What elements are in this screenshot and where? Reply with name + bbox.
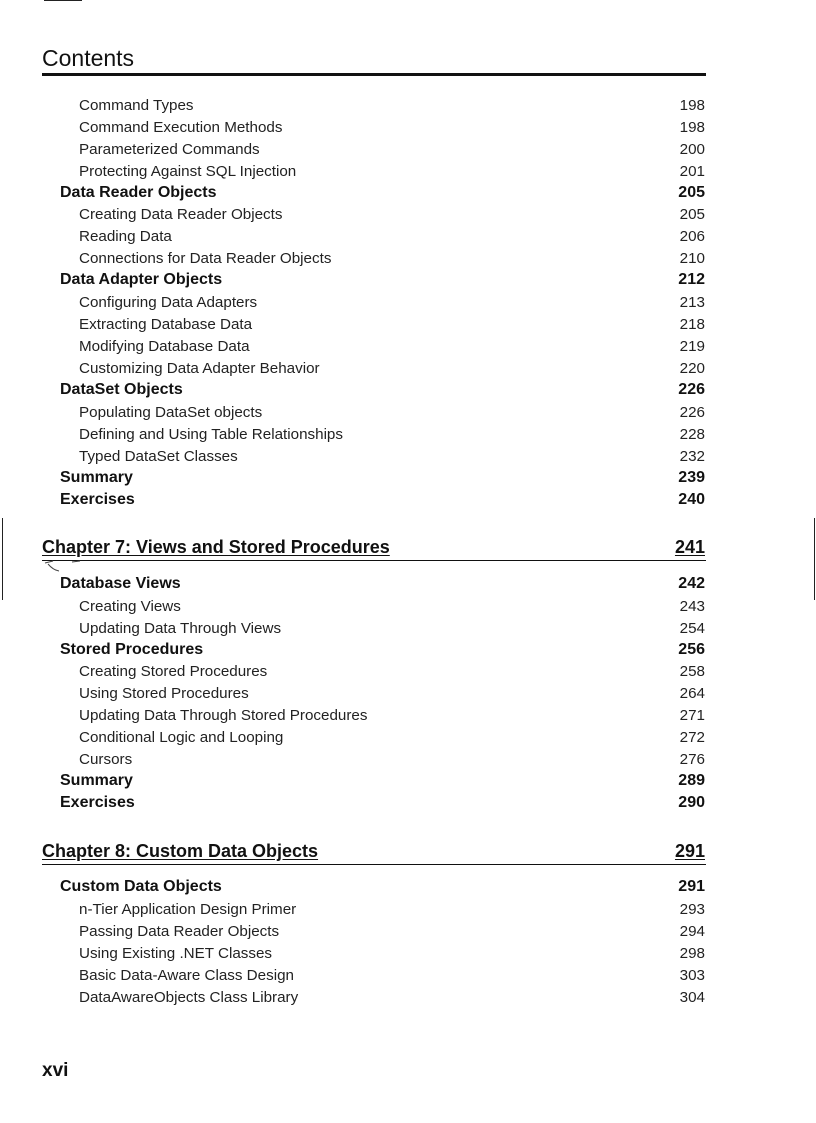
toc-subsection-entry [0, 97, 816, 119]
toc-section-entry [0, 641, 816, 663]
chapter-rule [42, 560, 706, 561]
toc-section-entry [0, 381, 816, 403]
toc-entry-page-number: 289 [678, 772, 705, 789]
toc-entry-title: Database Views [60, 575, 181, 592]
scan-margin-mark [44, 0, 82, 1]
toc-entry-page-number: 220 [679, 360, 705, 377]
toc-section-entry [0, 469, 816, 491]
toc-entry-title: Data Reader Objects [60, 184, 217, 201]
toc-entry-page-number: 218 [679, 316, 705, 333]
toc-entry-page-number: 304 [679, 989, 705, 1006]
toc-subsection-entry [0, 163, 816, 185]
page-title: Contents [42, 45, 135, 71]
toc-entry-title: Exercises [60, 794, 135, 811]
toc-entry-page-number: 272 [679, 729, 705, 746]
toc-subsection-entry [0, 685, 816, 707]
toc-entry-page-number: 201 [679, 163, 705, 180]
toc-entry-title: Chapter 7: Views and Stored Procedures [42, 537, 390, 557]
toc-entry-page-number: 200 [679, 141, 705, 158]
toc-entry-title: Creating Stored Procedures [79, 663, 268, 680]
toc-entry-page-number: 205 [678, 184, 705, 201]
toc-entry-page-number: 226 [678, 381, 705, 398]
toc-subsection-entry [0, 316, 816, 338]
toc-entry-title: Passing Data Reader Objects [79, 923, 280, 940]
toc-section-entry [0, 491, 816, 513]
toc-entry-page-number: 291 [678, 878, 705, 895]
toc-entry-title: Parameterized Commands [79, 141, 260, 158]
toc-entry-title: DataAwareObjects Class Library [79, 989, 299, 1006]
title-rule [42, 73, 706, 76]
toc-subsection-entry [0, 119, 816, 141]
toc-section-entry [0, 184, 816, 206]
toc-entry-page-number: 241 [674, 537, 705, 557]
toc-entry-page-number: 303 [679, 967, 705, 984]
toc-subsection-entry [0, 989, 816, 1011]
toc-entry-title: Configuring Data Adapters [79, 294, 258, 311]
toc-entry-title: Using Existing .NET Classes [79, 945, 273, 962]
toc-subsection-entry [0, 294, 816, 316]
toc-entry-page-number: 258 [679, 663, 705, 680]
toc-entry-page-number: 293 [679, 901, 705, 918]
toc-entry-title: Command Types [79, 97, 194, 114]
toc-entry-page-number: 232 [679, 448, 705, 465]
toc-entry-title: Creating Views [79, 598, 181, 615]
toc-subsection-entry [0, 729, 816, 751]
toc-entry-page-number: 271 [679, 707, 705, 724]
toc-subsection-entry [0, 448, 816, 470]
toc-entry-page-number: 206 [679, 228, 705, 245]
toc-subsection-entry [0, 751, 816, 773]
toc-subsection-entry [0, 620, 816, 642]
toc-subsection-entry [0, 663, 816, 685]
toc-subsection-entry [0, 141, 816, 163]
toc-entry-page-number: 198 [679, 119, 705, 136]
toc-entry-title: Basic Data-Aware Class Design [79, 967, 294, 984]
toc-entry-page-number: 254 [679, 620, 705, 637]
toc-entry-title: n-Tier Application Design Primer [79, 901, 297, 918]
toc-entry-title: Exercises [60, 491, 135, 508]
toc-entry-title: Reading Data [79, 228, 172, 245]
toc-section-entry [0, 575, 816, 597]
toc-entry-page-number: 291 [674, 841, 705, 861]
pencil-scribble-mark [44, 559, 84, 575]
toc-subsection-entry [0, 707, 816, 729]
toc-entry-page-number: 240 [678, 491, 705, 508]
toc-entry-title: Connections for Data Reader Objects [79, 250, 332, 267]
toc-entry-title: DataSet Objects [60, 381, 183, 398]
toc-entry-title: Data Adapter Objects [60, 271, 223, 288]
toc-subsection-entry [0, 404, 816, 426]
toc-subsection-entry [0, 206, 816, 228]
toc-entry-title: Defining and Using Table Relationships [79, 426, 343, 443]
toc-entry-title: Command Execution Methods [79, 119, 283, 136]
toc-entry-title: Chapter 8: Custom Data Objects [42, 841, 319, 861]
toc-entry-page-number: 213 [679, 294, 705, 311]
chapter-rule [42, 864, 706, 865]
toc-entry-title: Populating DataSet objects [79, 404, 263, 421]
toc-entry-title: Stored Procedures [60, 641, 204, 658]
toc-entry-title: Typed DataSet Classes [79, 448, 238, 465]
toc-entry-page-number: 290 [678, 794, 705, 811]
toc-entry-page-number: 243 [679, 598, 705, 615]
toc-subsection-entry [0, 967, 816, 989]
toc-entry-title: Updating Data Through Views [79, 620, 282, 637]
toc-subsection-entry [0, 923, 816, 945]
toc-entry-title: Cursors [79, 751, 133, 768]
toc-subsection-entry [0, 228, 816, 250]
toc-entry-page-number: 198 [679, 97, 705, 114]
toc-entry-page-number: 256 [678, 641, 705, 658]
toc-entry-title: Summary [60, 772, 133, 789]
toc-subsection-entry [0, 945, 816, 967]
toc-subsection-entry [0, 338, 816, 360]
toc-entry-title: Extracting Database Data [79, 316, 253, 333]
toc-entry-page-number: 239 [678, 469, 705, 486]
toc-section-entry [0, 271, 816, 293]
toc-entry-title: Updating Data Through Stored Procedures [79, 707, 368, 724]
toc-subsection-entry [0, 426, 816, 448]
toc-subsection-entry [0, 360, 816, 382]
toc-entry-title: Using Stored Procedures [79, 685, 249, 702]
toc-subsection-entry [0, 250, 816, 272]
toc-subsection-entry [0, 598, 816, 620]
toc-entry-page-number: 298 [679, 945, 705, 962]
page-folio: xvi [42, 1060, 69, 1081]
toc-entry-page-number: 276 [679, 751, 705, 768]
toc-entry-title: Custom Data Objects [60, 878, 222, 895]
toc-entry-page-number: 264 [679, 685, 705, 702]
toc-entry-title: Protecting Against SQL Injection [79, 163, 297, 180]
toc-entry-title: Customizing Data Adapter Behavior [79, 360, 320, 377]
toc-entry-title: Modifying Database Data [79, 338, 250, 355]
toc-entry-page-number: 219 [679, 338, 705, 355]
toc-section-entry [0, 878, 816, 900]
toc-entry-title: Summary [60, 469, 133, 486]
toc-entry-title: Creating Data Reader Objects [79, 206, 283, 223]
toc-entry-page-number: 210 [679, 250, 705, 267]
toc-entry-title: Conditional Logic and Looping [79, 729, 284, 746]
toc-section-entry [0, 794, 816, 816]
toc-entry-page-number: 242 [678, 575, 705, 592]
toc-entry-page-number: 205 [679, 206, 705, 223]
toc-entry-page-number: 212 [678, 271, 705, 288]
toc-entry-page-number: 294 [679, 923, 705, 940]
toc-entry-page-number: 228 [679, 426, 705, 443]
toc-subsection-entry [0, 901, 816, 923]
toc-section-entry [0, 772, 816, 794]
toc-entry-page-number: 226 [679, 404, 705, 421]
